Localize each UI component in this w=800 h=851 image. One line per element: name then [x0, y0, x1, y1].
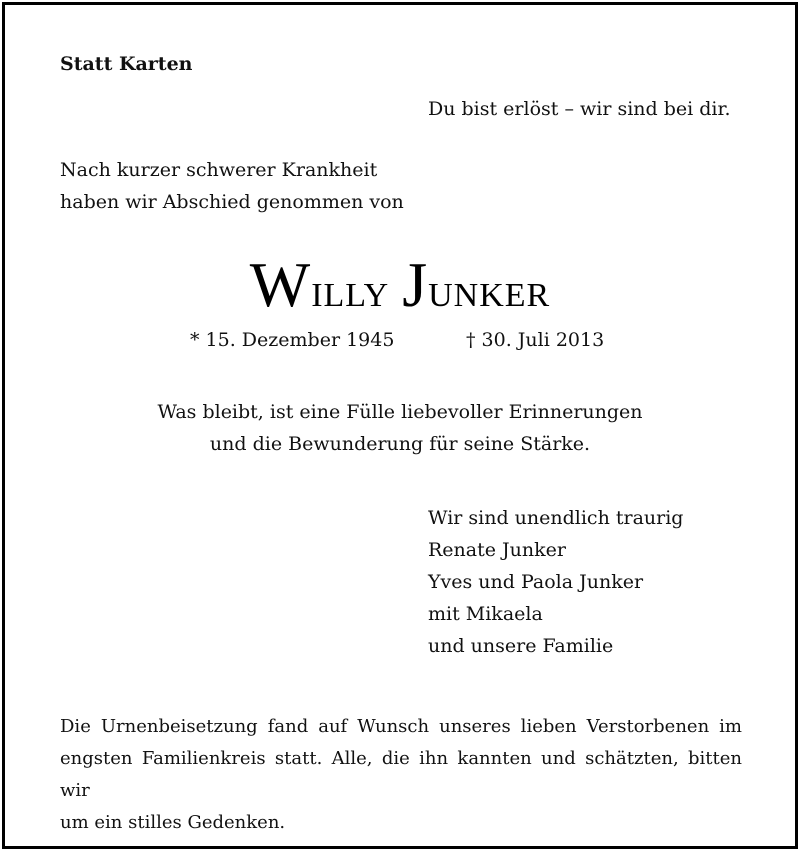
- mourners-line-5: und unsere Familie: [428, 635, 614, 657]
- intro-line-2: haben wir Abschied genommen von: [60, 191, 404, 213]
- quote-line-1: Was bleibt, ist eine Fülle liebevoller Erinnerungen: [157, 401, 643, 423]
- death-date: † 30. Juli 2013: [466, 329, 605, 351]
- motto: Du bist erlöst – wir sind bei dir.: [428, 98, 731, 120]
- last-name-rest: unker: [428, 264, 551, 317]
- quote-line-2: und die Bewunderung für seine Stärke.: [209, 433, 591, 455]
- notice-line-1: Die Urnenbeisetzung fand auf Wunsch unseres lieben Verstorbenen im: [60, 716, 742, 737]
- first-name-rest: illy: [311, 264, 390, 317]
- mourners-line-2: Renate Junker: [428, 539, 566, 561]
- burial-notice: [60, 711, 742, 839]
- mourners-line-4: mit Mikaela: [428, 603, 543, 625]
- intro-line-1: Nach kurzer schwerer Krankheit: [60, 159, 378, 181]
- deceased-name: [0, 250, 800, 326]
- notice-line-3: um ein stilles Gedenken.: [60, 812, 286, 833]
- mourners-line-1: Wir sind unendlich traurig: [428, 507, 684, 529]
- birth-date: * 15. Dezember 1945: [190, 329, 395, 351]
- notice-line-2: engsten Familienkreis statt. Alle, die ihn kannten und schätzten, bitten wir: [60, 748, 742, 801]
- header-label: Statt Karten: [60, 53, 193, 75]
- first-name-initial: W: [249, 249, 312, 320]
- last-name-initial: J: [402, 249, 429, 320]
- mourners-line-3: Yves und Paola Junker: [428, 571, 644, 593]
